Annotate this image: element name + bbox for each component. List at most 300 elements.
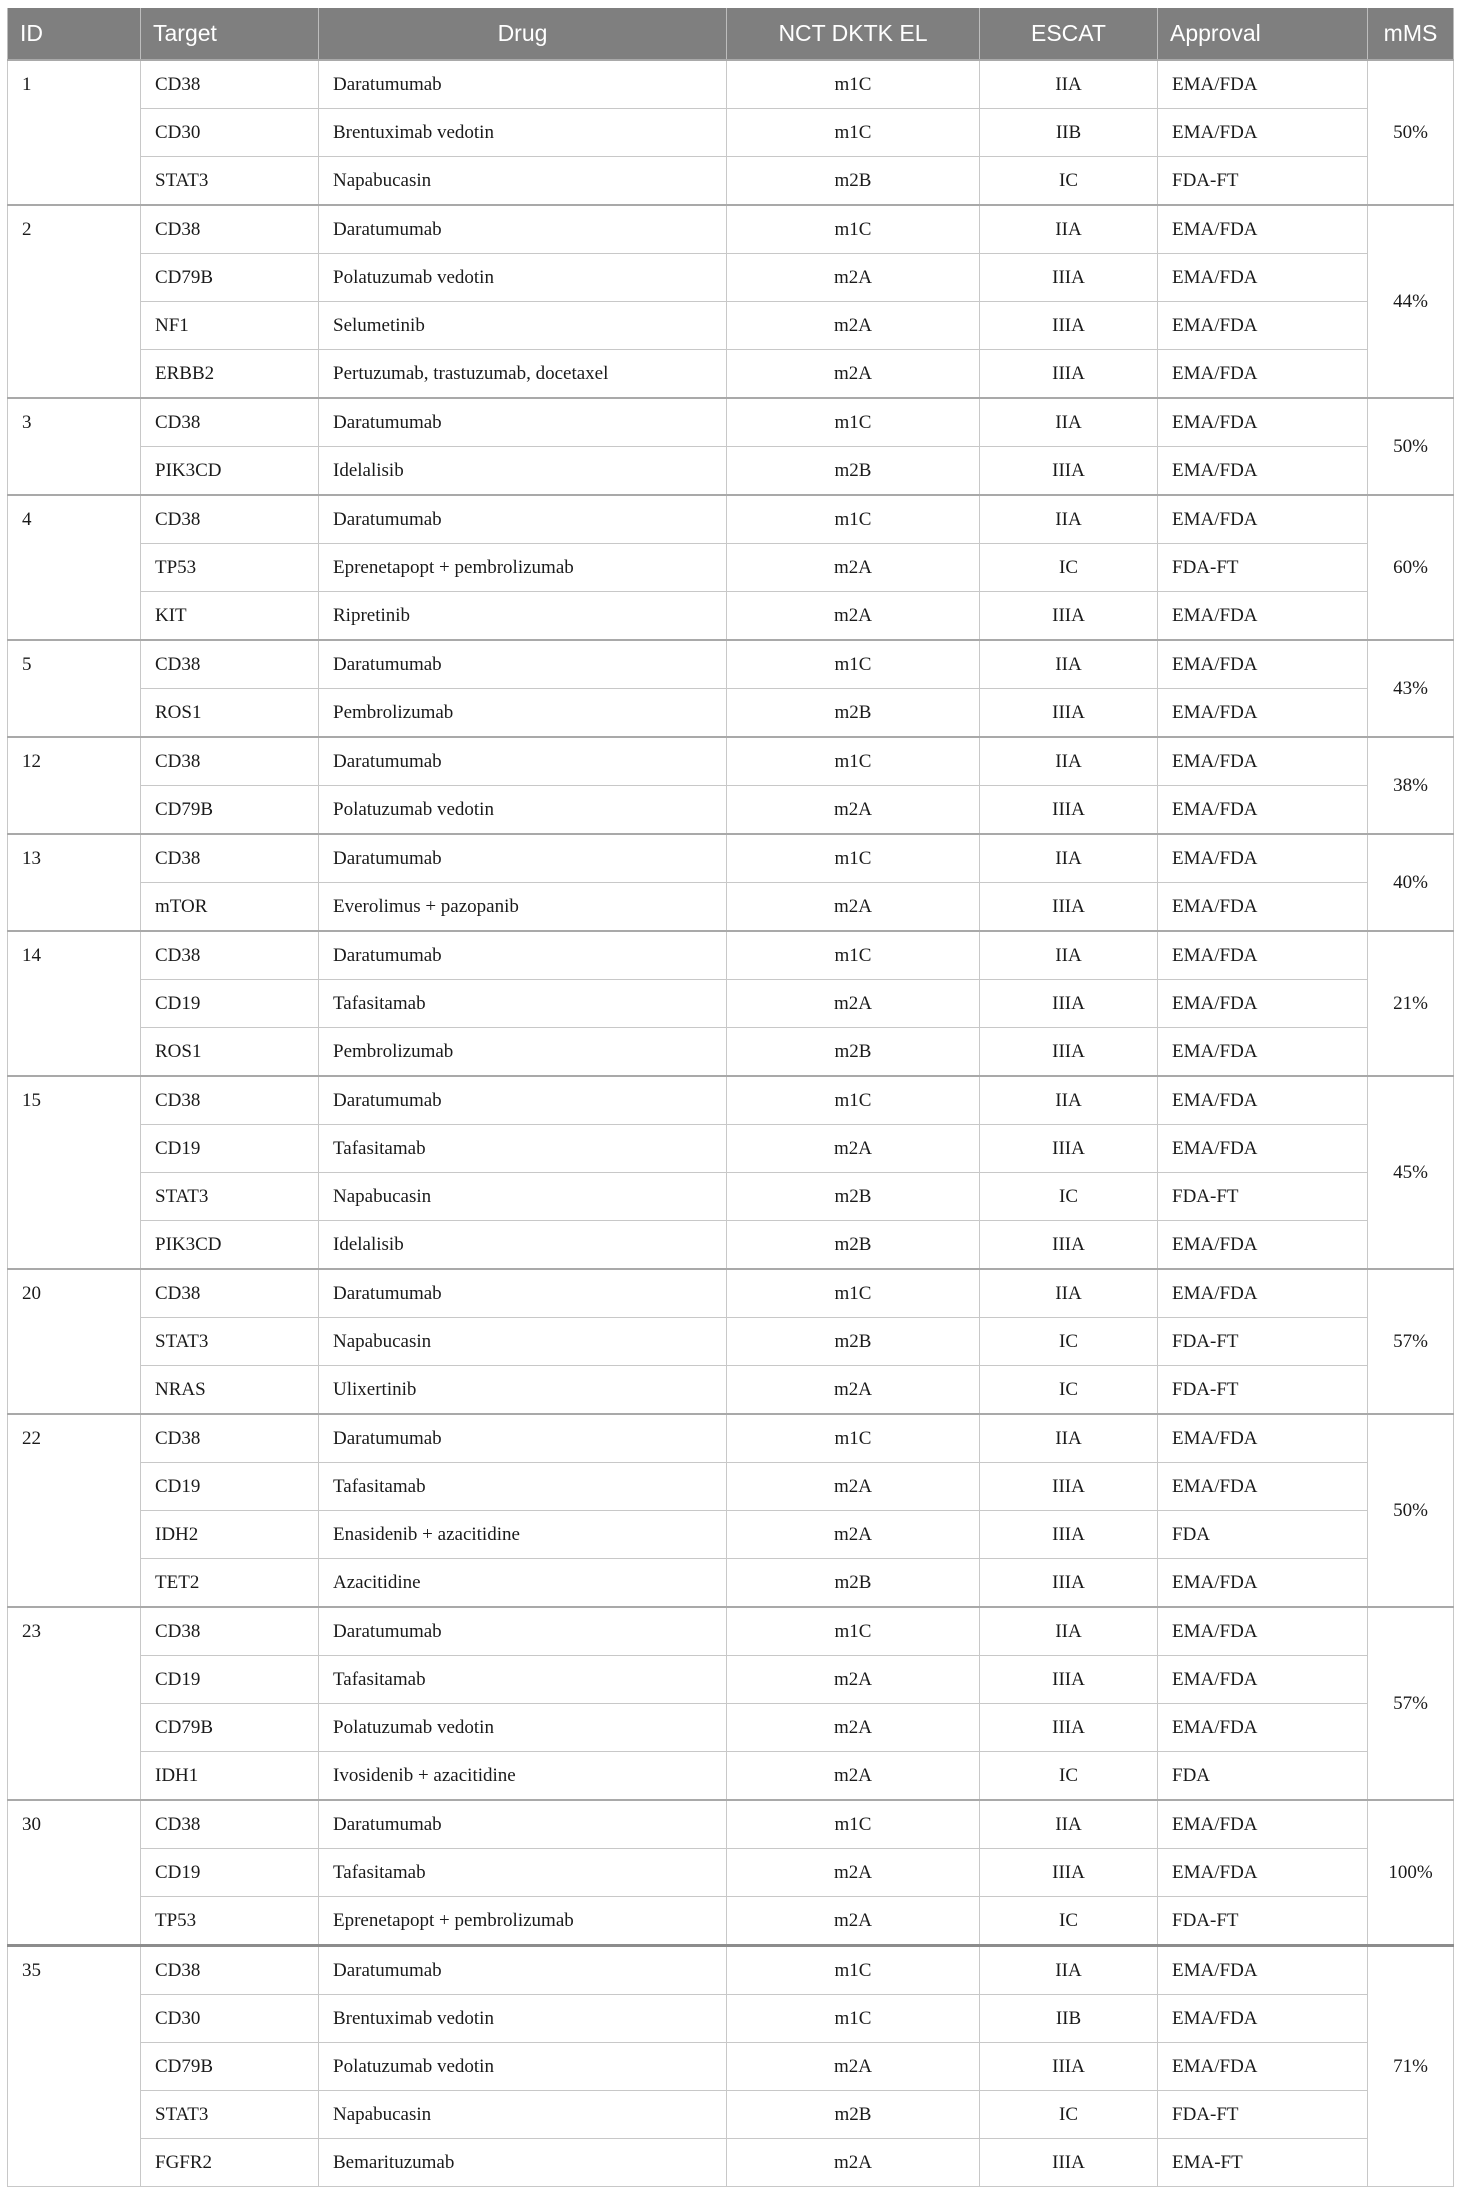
cell-escat: IIIA (980, 980, 1158, 1028)
cell-target: STAT3 (141, 1318, 319, 1366)
cell-nct-dktk-el: m2A (727, 1463, 980, 1511)
cell-nct-dktk-el: m1C (727, 1269, 980, 1318)
table-row (8, 689, 1454, 738)
cell-drug: Daratumumab (319, 495, 727, 544)
cell-escat: IIA (980, 737, 1158, 786)
cell-nct-dktk-el: m1C (727, 1995, 980, 2043)
cell-nct-dktk-el: m2B (727, 1173, 980, 1221)
cell-approval: EMA/FDA (1158, 1704, 1368, 1752)
cell-target: mTOR (141, 883, 319, 932)
cell-approval: EMA/FDA (1158, 1269, 1368, 1318)
cell-approval: EMA/FDA (1158, 1463, 1368, 1511)
cell-target: CD38 (141, 495, 319, 544)
table-row (8, 1318, 1454, 1366)
cell-escat: IIIA (980, 350, 1158, 399)
cell-approval: EMA/FDA (1158, 205, 1368, 254)
cell-drug: Daratumumab (319, 1607, 727, 1656)
cell-escat: IIA (980, 1076, 1158, 1125)
cell-escat: IIIA (980, 302, 1158, 350)
cell-approval: EMA/FDA (1158, 1946, 1368, 1995)
table-row (8, 1125, 1454, 1173)
cell-target: CD38 (141, 931, 319, 980)
cell-target: CD38 (141, 1414, 319, 1463)
cell-nct-dktk-el: m1C (727, 931, 980, 980)
table-row (8, 157, 1454, 206)
cell-escat: IIA (980, 1800, 1158, 1849)
cell-id: 30 (8, 1800, 141, 1946)
cell-escat: IC (980, 1366, 1158, 1415)
cell-escat: IIIA (980, 1028, 1158, 1077)
cell-mms: 21% (1368, 931, 1454, 1076)
cell-escat: IIA (980, 205, 1158, 254)
cell-id: 35 (8, 1946, 141, 2187)
cell-escat: IIIA (980, 786, 1158, 835)
cell-drug: Ivosidenib + azacitidine (319, 1752, 727, 1801)
cell-mms: 100% (1368, 1800, 1454, 1946)
cell-escat: IC (980, 157, 1158, 206)
cell-drug: Selumetinib (319, 302, 727, 350)
cell-target: NF1 (141, 302, 319, 350)
cell-escat: IIB (980, 1995, 1158, 2043)
cell-drug: Idelalisib (319, 1221, 727, 1270)
cell-approval: FDA (1158, 1752, 1368, 1801)
cell-drug: Enasidenib + azacitidine (319, 1511, 727, 1559)
cell-escat: IIA (980, 495, 1158, 544)
table-row (8, 2043, 1454, 2091)
cell-escat: IC (980, 1897, 1158, 1946)
cell-drug: Polatuzumab vedotin (319, 254, 727, 302)
table-row (8, 1414, 1454, 1463)
cell-approval: EMA/FDA (1158, 60, 1368, 109)
cell-target: CD79B (141, 786, 319, 835)
results-table-container (7, 8, 1453, 2187)
cell-mms: 45% (1368, 1076, 1454, 1269)
header-escat: ESCAT (980, 8, 1158, 60)
cell-target: CD38 (141, 1076, 319, 1125)
cell-approval: EMA/FDA (1158, 689, 1368, 738)
cell-nct-dktk-el: m2A (727, 544, 980, 592)
table-body (8, 60, 1454, 2187)
cell-target: ROS1 (141, 1028, 319, 1077)
cell-drug: Eprenetapopt + pembrolizumab (319, 544, 727, 592)
cell-drug: Pertuzumab, trastuzumab, docetaxel (319, 350, 727, 399)
table-row (8, 544, 1454, 592)
cell-escat: IIA (980, 834, 1158, 883)
cell-approval: FDA-FT (1158, 1366, 1368, 1415)
cell-drug: Daratumumab (319, 931, 727, 980)
cell-target: IDH1 (141, 1752, 319, 1801)
cell-target: PIK3CD (141, 447, 319, 496)
cell-drug: Brentuximab vedotin (319, 109, 727, 157)
cell-target: CD38 (141, 737, 319, 786)
cell-escat: IIA (980, 1414, 1158, 1463)
cell-escat: IIIA (980, 1704, 1158, 1752)
cell-escat: IIIA (980, 1221, 1158, 1270)
cell-target: TET2 (141, 1559, 319, 1608)
cell-approval: FDA-FT (1158, 1318, 1368, 1366)
cell-drug: Tafasitamab (319, 1849, 727, 1897)
cell-target: CD38 (141, 640, 319, 689)
cell-mms: 50% (1368, 60, 1454, 205)
cell-approval: EMA/FDA (1158, 1028, 1368, 1077)
cell-drug: Tafasitamab (319, 1125, 727, 1173)
cell-nct-dktk-el: m2A (727, 786, 980, 835)
cell-drug: Ulixertinib (319, 1366, 727, 1415)
cell-escat: IIIA (980, 883, 1158, 932)
table-row (8, 1849, 1454, 1897)
cell-nct-dktk-el: m2A (727, 1656, 980, 1704)
header-mms: mMS (1368, 8, 1454, 60)
cell-drug: Idelalisib (319, 447, 727, 496)
cell-escat: IIA (980, 398, 1158, 447)
table-row (8, 1704, 1454, 1752)
cell-mms: 57% (1368, 1269, 1454, 1414)
cell-drug: Azacitidine (319, 1559, 727, 1608)
cell-escat: IIIA (980, 1511, 1158, 1559)
cell-escat: IIIA (980, 1656, 1158, 1704)
table-row (8, 1752, 1454, 1801)
cell-nct-dktk-el: m2B (727, 689, 980, 738)
cell-target: STAT3 (141, 2091, 319, 2139)
cell-target: CD19 (141, 1125, 319, 1173)
cell-nct-dktk-el: m2A (727, 1704, 980, 1752)
cell-nct-dktk-el: m2A (727, 1511, 980, 1559)
table-row (8, 109, 1454, 157)
cell-target: TP53 (141, 544, 319, 592)
table-row (8, 302, 1454, 350)
cell-nct-dktk-el: m2B (727, 1028, 980, 1077)
cell-target: CD30 (141, 109, 319, 157)
cell-drug: Tafasitamab (319, 980, 727, 1028)
table-row (8, 1221, 1454, 1270)
cell-approval: EMA/FDA (1158, 495, 1368, 544)
header-id: ID (8, 8, 141, 60)
cell-nct-dktk-el: m2A (727, 883, 980, 932)
cell-mms: 38% (1368, 737, 1454, 834)
cell-drug: Polatuzumab vedotin (319, 786, 727, 835)
cell-nct-dktk-el: m1C (727, 60, 980, 109)
cell-id: 1 (8, 60, 141, 205)
cell-nct-dktk-el: m1C (727, 1076, 980, 1125)
table-row (8, 254, 1454, 302)
cell-mms: 50% (1368, 398, 1454, 495)
cell-id: 20 (8, 1269, 141, 1414)
cell-nct-dktk-el: m2A (727, 1125, 980, 1173)
cell-escat: IIA (980, 1269, 1158, 1318)
cell-target: CD38 (141, 60, 319, 109)
cell-drug: Pembrolizumab (319, 1028, 727, 1077)
cell-drug: Polatuzumab vedotin (319, 2043, 727, 2091)
cell-escat: IIIA (980, 254, 1158, 302)
cell-target: CD38 (141, 1946, 319, 1995)
cell-nct-dktk-el: m1C (727, 834, 980, 883)
cell-approval: EMA/FDA (1158, 1221, 1368, 1270)
table-row (8, 60, 1454, 109)
cell-approval: FDA-FT (1158, 1173, 1368, 1221)
cell-approval: EMA/FDA (1158, 254, 1368, 302)
cell-drug: Daratumumab (319, 1414, 727, 1463)
cell-mms: 71% (1368, 1946, 1454, 2187)
cell-target: PIK3CD (141, 1221, 319, 1270)
cell-drug: Ripretinib (319, 592, 727, 641)
cell-mms: 57% (1368, 1607, 1454, 1800)
cell-escat: IIIA (980, 2139, 1158, 2187)
header-approval: Approval (1158, 8, 1368, 60)
cell-id: 22 (8, 1414, 141, 1607)
cell-drug: Daratumumab (319, 640, 727, 689)
cell-approval: EMA/FDA (1158, 1800, 1368, 1849)
cell-target: CD30 (141, 1995, 319, 2043)
cell-nct-dktk-el: m2B (727, 1221, 980, 1270)
table-row (8, 2091, 1454, 2139)
cell-approval: FDA-FT (1158, 2091, 1368, 2139)
cell-escat: IIA (980, 1607, 1158, 1656)
cell-nct-dktk-el: m2A (727, 254, 980, 302)
table-row (8, 1463, 1454, 1511)
cell-id: 23 (8, 1607, 141, 1800)
cell-id: 5 (8, 640, 141, 737)
cell-nct-dktk-el: m1C (727, 640, 980, 689)
cell-drug: Napabucasin (319, 1173, 727, 1221)
cell-target: CD38 (141, 1800, 319, 1849)
cell-approval: EMA/FDA (1158, 350, 1368, 399)
cell-nct-dktk-el: m2A (727, 302, 980, 350)
cell-target: NRAS (141, 1366, 319, 1415)
cell-drug: Daratumumab (319, 398, 727, 447)
cell-approval: EMA/FDA (1158, 302, 1368, 350)
cell-target: CD38 (141, 834, 319, 883)
cell-mms: 60% (1368, 495, 1454, 640)
cell-approval: EMA/FDA (1158, 1559, 1368, 1608)
table-row (8, 592, 1454, 641)
table-row (8, 1607, 1454, 1656)
table-row (8, 786, 1454, 835)
table-row (8, 495, 1454, 544)
cell-drug: Bemarituzumab (319, 2139, 727, 2187)
table-row (8, 640, 1454, 689)
cell-nct-dktk-el: m1C (727, 1800, 980, 1849)
cell-nct-dktk-el: m2A (727, 1752, 980, 1801)
cell-drug: Daratumumab (319, 1800, 727, 1849)
cell-escat: IIIA (980, 1125, 1158, 1173)
cell-drug: Eprenetapopt + pembrolizumab (319, 1897, 727, 1946)
cell-drug: Napabucasin (319, 2091, 727, 2139)
header-nct-dktk-el: NCT DKTK EL (727, 8, 980, 60)
cell-approval: EMA/FDA (1158, 786, 1368, 835)
table-row (8, 2139, 1454, 2187)
cell-drug: Daratumumab (319, 834, 727, 883)
cell-nct-dktk-el: m2A (727, 1366, 980, 1415)
cell-drug: Napabucasin (319, 1318, 727, 1366)
cell-target: CD38 (141, 398, 319, 447)
cell-target: FGFR2 (141, 2139, 319, 2187)
header-target: Target (141, 8, 319, 60)
cell-nct-dktk-el: m2A (727, 592, 980, 641)
cell-approval: EMA/FDA (1158, 592, 1368, 641)
cell-escat: IIIA (980, 447, 1158, 496)
cell-drug: Daratumumab (319, 205, 727, 254)
table-row (8, 883, 1454, 932)
cell-drug: Daratumumab (319, 737, 727, 786)
table-row (8, 1511, 1454, 1559)
cell-target: KIT (141, 592, 319, 641)
cell-approval: EMA/FDA (1158, 1607, 1368, 1656)
cell-approval: EMA/FDA (1158, 398, 1368, 447)
cell-target: IDH2 (141, 1511, 319, 1559)
table-row (8, 1800, 1454, 1849)
header-row (8, 8, 1454, 60)
cell-nct-dktk-el: m1C (727, 205, 980, 254)
cell-approval: EMA/FDA (1158, 737, 1368, 786)
cell-target: CD19 (141, 1849, 319, 1897)
cell-approval: EMA/FDA (1158, 1076, 1368, 1125)
cell-escat: IC (980, 1173, 1158, 1221)
cell-target: CD38 (141, 205, 319, 254)
cell-escat: IIB (980, 109, 1158, 157)
cell-nct-dktk-el: m2A (727, 350, 980, 399)
cell-target: CD79B (141, 1704, 319, 1752)
cell-approval: EMA/FDA (1158, 1414, 1368, 1463)
drug-target-table (7, 8, 1454, 2187)
cell-escat: IIIA (980, 1849, 1158, 1897)
cell-target: CD38 (141, 1607, 319, 1656)
cell-escat: IIIA (980, 1559, 1158, 1608)
table-row (8, 398, 1454, 447)
cell-drug: Daratumumab (319, 1269, 727, 1318)
cell-id: 13 (8, 834, 141, 931)
cell-nct-dktk-el: m1C (727, 1607, 980, 1656)
cell-nct-dktk-el: m1C (727, 398, 980, 447)
cell-id: 2 (8, 205, 141, 398)
cell-escat: IIA (980, 931, 1158, 980)
cell-approval: EMA/FDA (1158, 834, 1368, 883)
cell-target: ERBB2 (141, 350, 319, 399)
cell-target: CD19 (141, 1463, 319, 1511)
cell-approval: EMA/FDA (1158, 883, 1368, 932)
cell-id: 4 (8, 495, 141, 640)
cell-nct-dktk-el: m2A (727, 980, 980, 1028)
cell-target: TP53 (141, 1897, 319, 1946)
cell-target: STAT3 (141, 1173, 319, 1221)
cell-mms: 44% (1368, 205, 1454, 398)
cell-escat: IIA (980, 1946, 1158, 1995)
cell-escat: IIA (980, 60, 1158, 109)
cell-drug: Daratumumab (319, 60, 727, 109)
cell-approval: EMA/FDA (1158, 1995, 1368, 2043)
cell-escat: IIIA (980, 1463, 1158, 1511)
cell-drug: Daratumumab (319, 1076, 727, 1125)
cell-nct-dktk-el: m2A (727, 2139, 980, 2187)
table-row (8, 1366, 1454, 1415)
cell-nct-dktk-el: m1C (727, 737, 980, 786)
cell-target: ROS1 (141, 689, 319, 738)
cell-target: STAT3 (141, 157, 319, 206)
cell-escat: IC (980, 1318, 1158, 1366)
cell-target: CD19 (141, 980, 319, 1028)
cell-approval: FDA-FT (1158, 544, 1368, 592)
table-row (8, 980, 1454, 1028)
cell-drug: Pembrolizumab (319, 689, 727, 738)
cell-nct-dktk-el: m1C (727, 109, 980, 157)
table-row (8, 447, 1454, 496)
cell-nct-dktk-el: m2B (727, 157, 980, 206)
cell-target: CD79B (141, 2043, 319, 2091)
cell-approval: EMA/FDA (1158, 447, 1368, 496)
cell-nct-dktk-el: m2A (727, 2043, 980, 2091)
table-row (8, 350, 1454, 399)
cell-escat: IC (980, 2091, 1158, 2139)
cell-id: 15 (8, 1076, 141, 1269)
cell-id: 14 (8, 931, 141, 1076)
cell-drug: Polatuzumab vedotin (319, 1704, 727, 1752)
cell-escat: IC (980, 544, 1158, 592)
cell-mms: 43% (1368, 640, 1454, 737)
table-row (8, 1269, 1454, 1318)
cell-mms: 40% (1368, 834, 1454, 931)
header-drug: Drug (319, 8, 727, 60)
cell-approval: FDA-FT (1158, 157, 1368, 206)
cell-approval: FDA-FT (1158, 1897, 1368, 1946)
table-row (8, 1946, 1454, 1995)
cell-id: 3 (8, 398, 141, 495)
cell-nct-dktk-el: m2B (727, 447, 980, 496)
cell-approval: EMA/FDA (1158, 109, 1368, 157)
table-row (8, 1173, 1454, 1221)
cell-approval: EMA-FT (1158, 2139, 1368, 2187)
cell-drug: Brentuximab vedotin (319, 1995, 727, 2043)
cell-mms: 50% (1368, 1414, 1454, 1607)
cell-nct-dktk-el: m1C (727, 1946, 980, 1995)
cell-drug: Tafasitamab (319, 1463, 727, 1511)
table-row (8, 1995, 1454, 2043)
cell-nct-dktk-el: m2B (727, 1559, 980, 1608)
table-row (8, 1559, 1454, 1608)
cell-target: CD79B (141, 254, 319, 302)
cell-target: CD38 (141, 1269, 319, 1318)
cell-nct-dktk-el: m2B (727, 2091, 980, 2139)
table-row (8, 931, 1454, 980)
cell-approval: EMA/FDA (1158, 1656, 1368, 1704)
cell-approval: EMA/FDA (1158, 2043, 1368, 2091)
cell-nct-dktk-el: m2A (727, 1897, 980, 1946)
table-row (8, 834, 1454, 883)
table-row (8, 1897, 1454, 1946)
table-row (8, 1656, 1454, 1704)
cell-approval: EMA/FDA (1158, 931, 1368, 980)
table-row (8, 737, 1454, 786)
cell-approval: EMA/FDA (1158, 640, 1368, 689)
cell-escat: IIIA (980, 2043, 1158, 2091)
cell-escat: IIIA (980, 592, 1158, 641)
cell-drug: Napabucasin (319, 157, 727, 206)
table-row (8, 1028, 1454, 1077)
cell-escat: IC (980, 1752, 1158, 1801)
cell-approval: FDA (1158, 1511, 1368, 1559)
cell-approval: EMA/FDA (1158, 980, 1368, 1028)
cell-target: CD19 (141, 1656, 319, 1704)
cell-approval: EMA/FDA (1158, 1125, 1368, 1173)
cell-id: 12 (8, 737, 141, 834)
cell-nct-dktk-el: m1C (727, 495, 980, 544)
cell-drug: Everolimus + pazopanib (319, 883, 727, 932)
cell-nct-dktk-el: m1C (727, 1414, 980, 1463)
table-row (8, 1076, 1454, 1125)
cell-escat: IIA (980, 640, 1158, 689)
cell-approval: EMA/FDA (1158, 1849, 1368, 1897)
cell-nct-dktk-el: m2A (727, 1849, 980, 1897)
table-row (8, 205, 1454, 254)
cell-drug: Daratumumab (319, 1946, 727, 1995)
